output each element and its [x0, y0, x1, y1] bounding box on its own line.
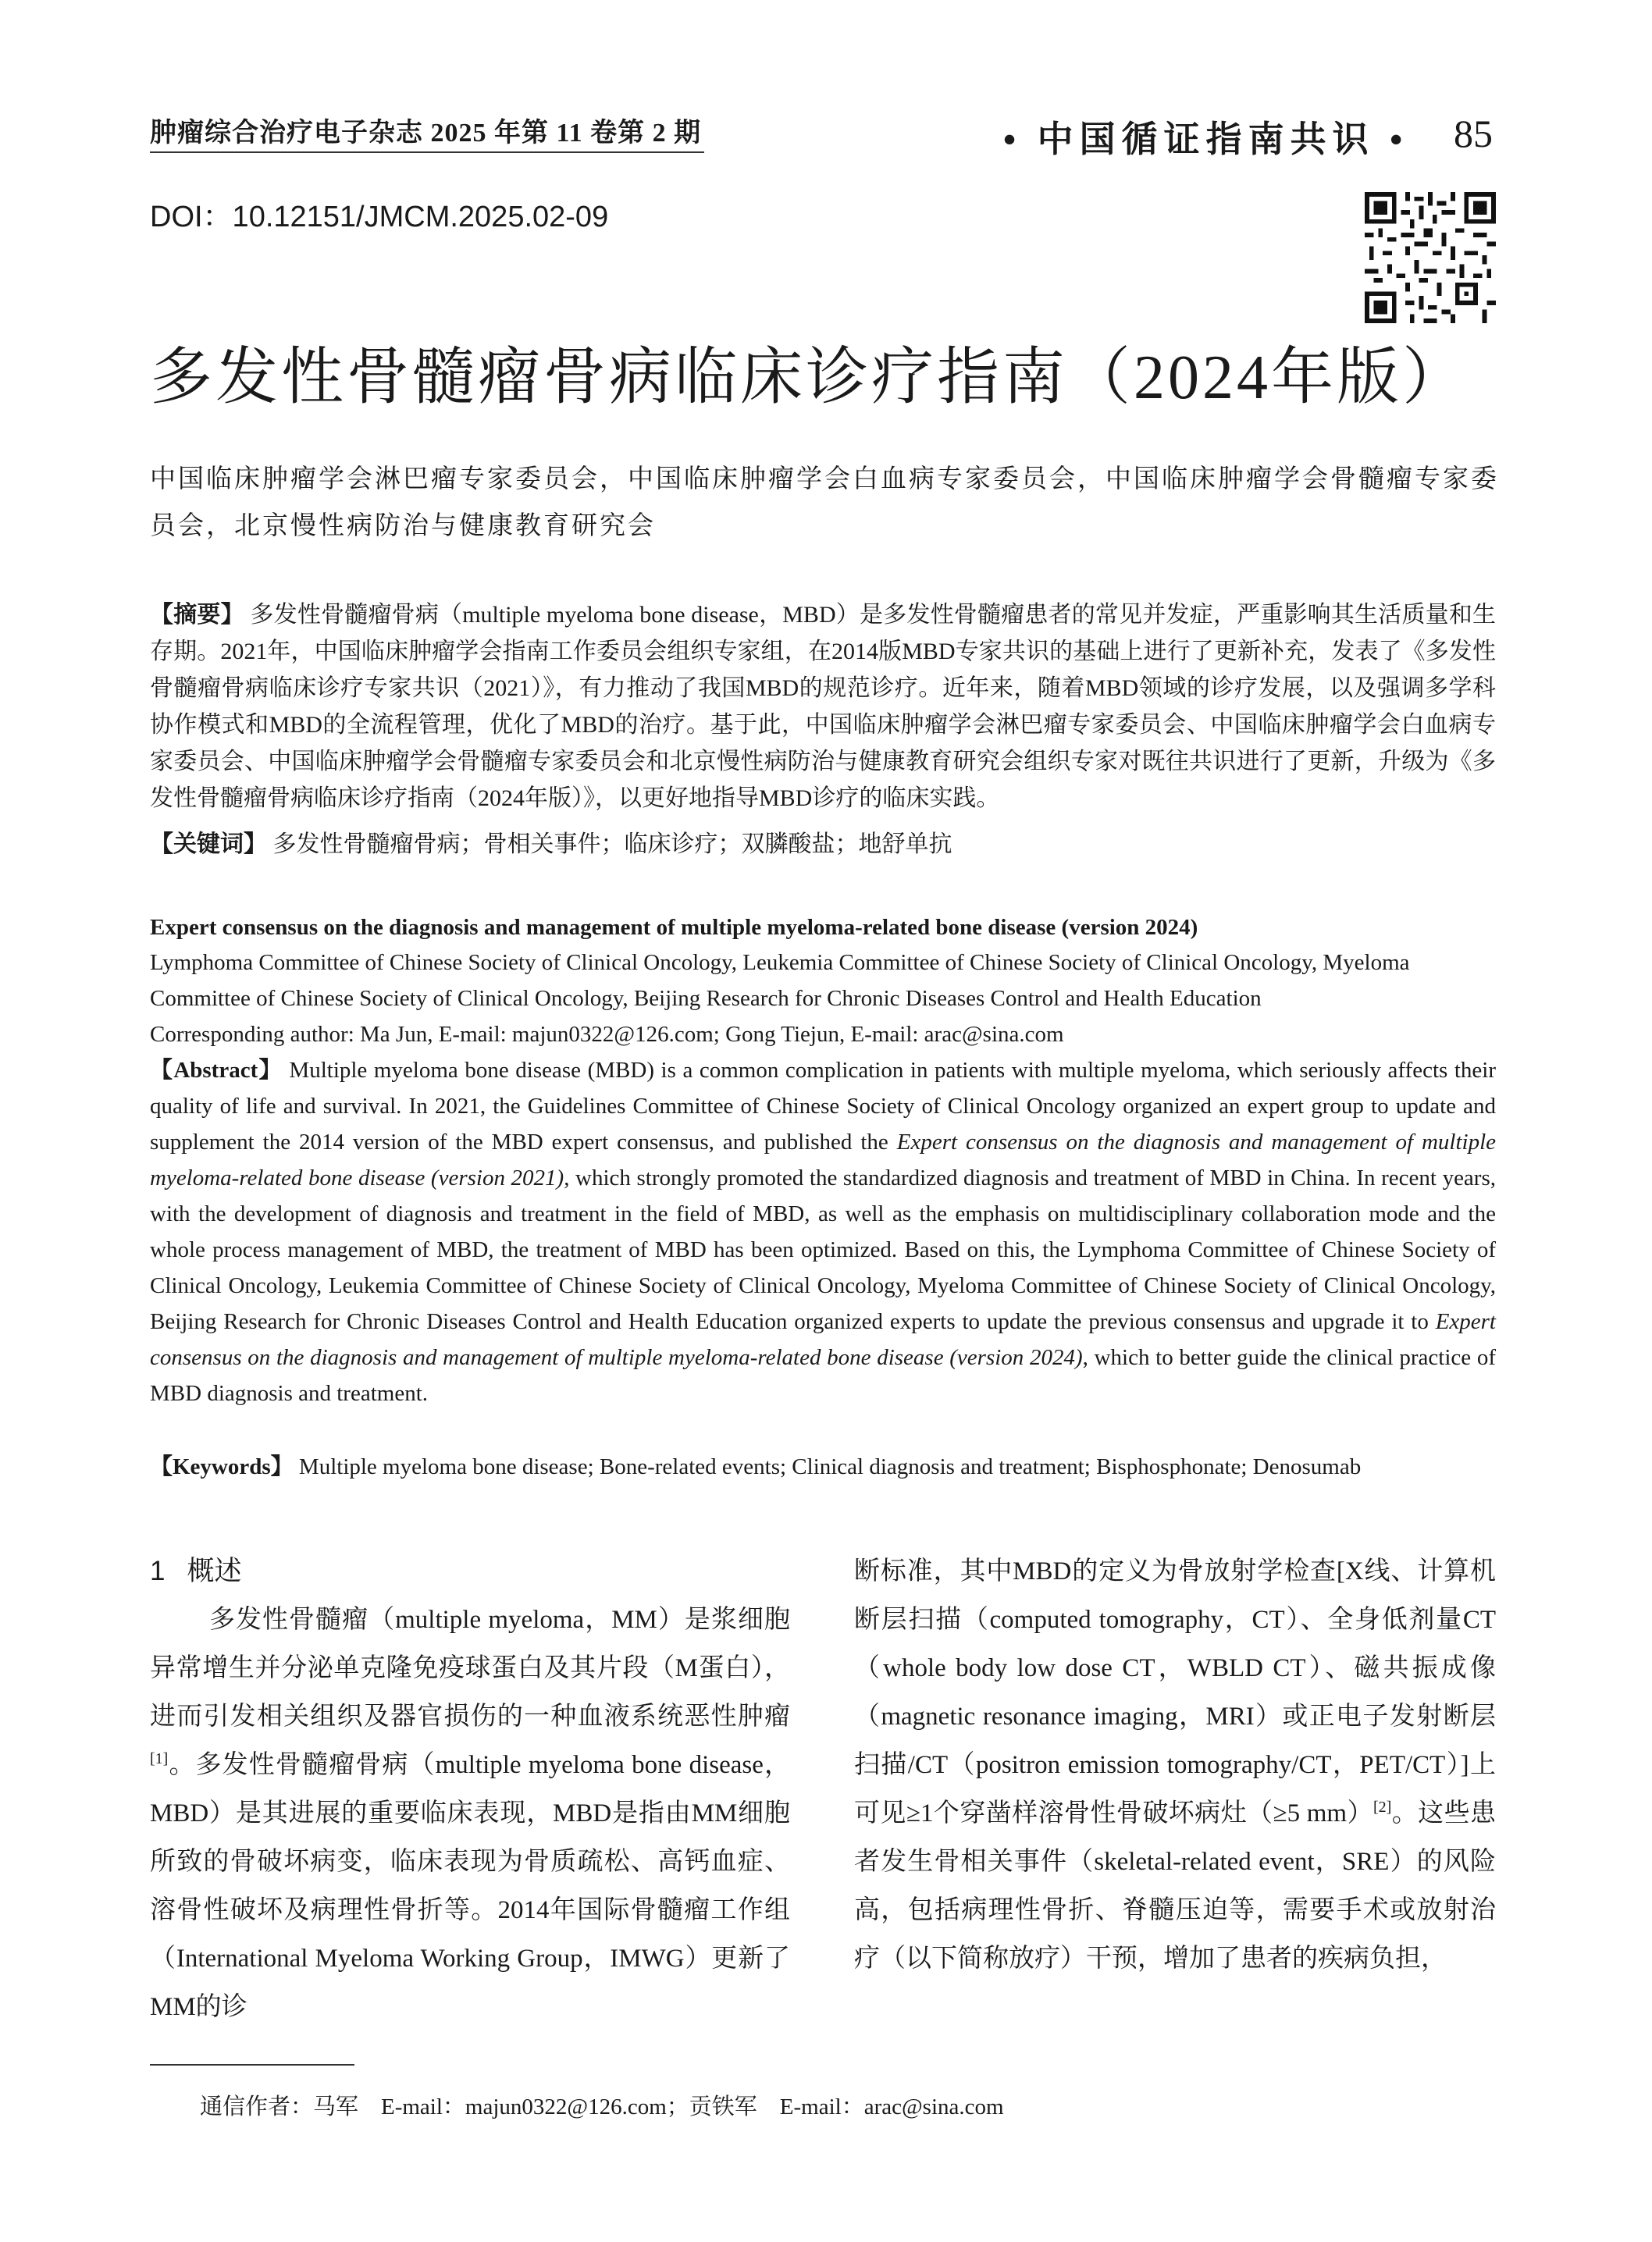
- reference-marker: [2]: [1373, 1799, 1392, 1816]
- header-underline: [150, 151, 704, 153]
- keywords-chinese: [150, 826, 1496, 863]
- body-column-left: [150, 1547, 790, 2031]
- abstract-en-italic1: Expert consensus on the diagnosis and management of multiple myeloma-related bone disease (version 2021): [150, 1130, 1496, 1190]
- abstract-label: 【摘要】: [150, 602, 244, 628]
- section-number: 1: [150, 1556, 166, 1586]
- corresponding-author: Corresponding author: Ma Jun, E-mail: majun0322@126.com; Gong Tiejun, E-mail: arac@sina.com: [150, 1022, 1064, 1047]
- page-number: 85: [1454, 112, 1493, 155]
- keywords-text: 多发性骨髓瘤骨病；骨相关事件；临床诊疗；双膦酸盐；地舒单抗: [272, 831, 952, 857]
- abstract-text: 多发性骨髓瘤骨病（multiple myeloma bone disease，MBD）是多发性骨髓瘤患者的常见并发症，严重影响其生活质量和生存期。2021年，中国临床肿瘤学会指南工作委员会组织专家组，在2014版MBD专家共识的基础上进行了更新补充，发表了《多发性骨髓瘤骨病临床诊疗专家共识（2021）》，有力推动了我国MBD的规范诊疗。近年来，随着MBD领域的诊疗发展，以及强调多学科协作模式和MBD的全流程管理，优化了MBD的治疗。基于此，中国临床肿瘤学会淋巴瘤专家委员会、中国临床肿瘤学会白血病专家委员会、中国临床肿瘤学会骨髓瘤专家委员会和北京慢性病防治与健康教育研究会组织专家对既往共识进行了更新，升级为《多发性骨髓瘤骨病临床诊疗指南（2024年版）》，以更好地指导MBD诊疗的临床实践。: [150, 602, 1497, 811]
- english-title: Expert consensus on the diagnosis and management of multiple myeloma-related bone disease (version 2024): [150, 915, 1198, 940]
- abstract-en-part2: , which strongly promoted the standardized diagnosis and treatment of MBD in China. In recent years, with the development of diagnosis and treatment in the field of MBD, as well as the emphasis on multidisciplinary collaboration mode and the whole process management of MBD, the treatment of MBD has been optimized. Based on this, the Lymphoma Committee of Chinese Society of Clinical Oncology, Leukemia Committee of Chinese Society of Clinical Oncology, Myeloma Committee of Chinese Society of Clinical Oncology, Beijing Research for Chronic Diseases Control and Health Education organized experts to update the previous consensus and upgrade it to: [150, 1165, 1497, 1334]
- body-text-left-2: 。多发性骨髓瘤骨病（multiple myeloma bone disease，MBD）是其进展的重要临床表现，MBD是指由MM细胞所致的骨破坏病变，临床表现为骨质疏松、高钙血症、溶骨性破坏及病理性骨折等。2014年国际骨髓瘤工作组（International Myeloma Working Group，IMWG）更新了MM的诊: [150, 1751, 790, 2021]
- keywords-english: [150, 1449, 1508, 1485]
- english-authors: Lymphoma Committee of Chinese Society of Clinical Oncology, Leukemia Committee of Chinese Society of Clinical Oncology, Myeloma Committee of Chinese Society of Clinical Oncology, Beijing Research for Chronic Diseases Control and Health Education: [150, 950, 1410, 1011]
- abstract-en-part1: Multiple myeloma bone disease (MBD) is a common complication in patients with multiple myeloma, which seriously affects their quality of life and survival. In 2021, the Guidelines Committee of Chinese Society of Clinical Oncology organized an expert group to update and supplement the 2014 version of the MBD expert consensus, and published the: [150, 1058, 1496, 1155]
- doi-line: DOI：10.12151/JMCM.2025.02-09: [150, 201, 609, 233]
- body-column-right: [854, 1547, 1496, 1983]
- abstract-en-italic2: Expert consensus on the diagnosis and management of multiple myeloma-related bone disease (version 2024): [150, 1309, 1496, 1370]
- reference-marker: [1]: [150, 1750, 169, 1767]
- body-paragraph: [150, 1596, 790, 2031]
- body-text-left-1: 多发性骨髓瘤（multiple myeloma，MM）是浆细胞异常增生并分泌单克隆免疫球蛋白及其片段（M蛋白），进而引发相关组织及器官损伤的一种血液系统恶性肿瘤: [150, 1606, 790, 1731]
- keywords-en-text: Multiple myeloma bone disease; Bone-related events; Clinical diagnosis and treatment; Bisphosphonate; Denosumab: [298, 1454, 1362, 1479]
- abstract-en-label: 【Abstract】: [150, 1058, 283, 1083]
- section-heading: [150, 1547, 790, 1596]
- keywords-label: 【关键词】: [150, 831, 267, 857]
- section-label: • 中国循证指南共识 •: [1003, 119, 1409, 159]
- footnote-divider: [150, 2064, 354, 2066]
- body-text-right-2: 。这些患者发生骨相关事件（skeletal-related event，SRE）的风险高，包括病理性骨折、脊髓压迫等，需要手术或放射治疗（以下简称放疗）干预，增加了患者的疾病负担，: [854, 1799, 1497, 1973]
- qr-code-icon: [1365, 192, 1496, 323]
- abstract-chinese: [150, 596, 1496, 817]
- authors-chinese: 中国临床肿瘤学会淋巴瘤专家委员会，中国临床肿瘤学会白血病专家委员会，中国临床肿瘤学会骨髓瘤专家委员会，北京慢性病防治与健康教育研究会: [150, 465, 1499, 540]
- footnote-corresponding: 通信作者：马军 E-mail：majun0322@126.com；贡铁军 E-mail：arac@sina.com: [200, 2094, 1004, 2119]
- body-text-right-1: 断标准，其中MBD的定义为骨放射学检查[X线、计算机断层扫描（computed tomography，CT）、全身低剂量CT（whole body low dose CT，WBLD CT）、磁共振成像（magnetic resonance imaging，MRI）或正电子发射断层扫描/CT（positron emission tomography/CT，PET/CT）]上可见≥1个穿凿样溶骨性骨破坏病灶（≥5 mm）: [854, 1557, 1496, 1827]
- keywords-en-label: 【Keywords】: [150, 1454, 294, 1479]
- section-title: 概述: [187, 1556, 242, 1586]
- abstract-english: [150, 1052, 1496, 1411]
- journal-issue-line: 肿瘤综合治疗电子杂志 2025 年第 11 卷第 2 期: [150, 119, 702, 148]
- article-title: 多发性骨髓瘤骨病临床诊疗指南（2024年版）: [150, 343, 1468, 412]
- abstract-en-part3: , which to better guide the clinical practice of MBD diagnosis and treatment.: [150, 1345, 1497, 1406]
